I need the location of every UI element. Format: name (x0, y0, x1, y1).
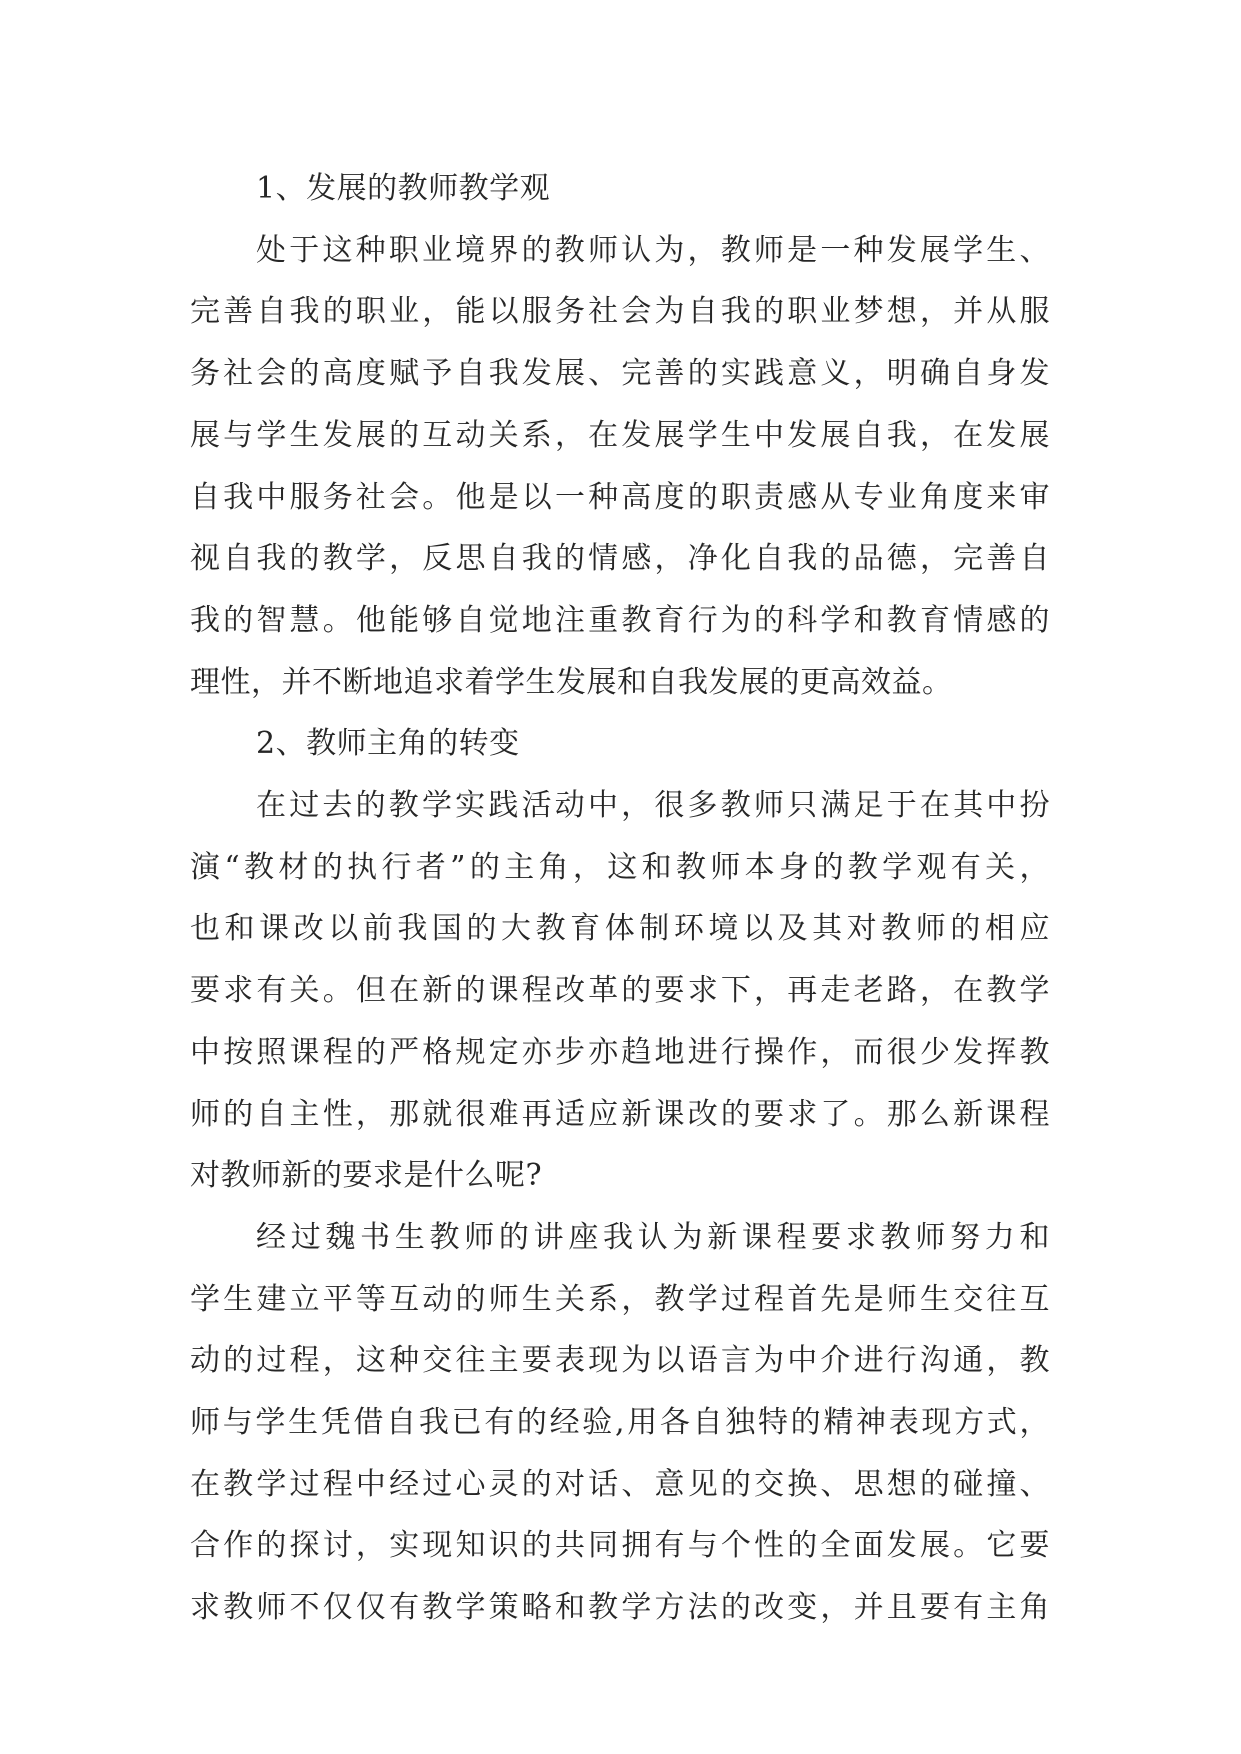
text-line: 在教学过程中经过心灵的对话、意见的交换、思想的碰撞、 (190, 1466, 1050, 1502)
text-line: 务社会的高度赋予自我发展、完善的实践意义，明确自身发 (190, 356, 1050, 392)
text-line: 我的智慧。他能够自觉地注重教育行为的科学和教育情感的 (190, 602, 1050, 638)
document-body (190, 158, 1050, 1639)
text-line: 要求有关。但在新的课程改革的要求下，再走老路，在教学 (190, 973, 1050, 1009)
text-line: 求教师不仅仅有教学策略和教学方法的改变，并且要有主角 (190, 1590, 1050, 1626)
text-line: 对教师新的要求是什么呢? (190, 1158, 543, 1194)
text-line: 1、发展的教师教学观 (256, 171, 551, 206)
text-line: 演“教材的执行者”的主角，这和教师本身的教学观有关， (190, 849, 1050, 885)
text-line: 中按照课程的严格规定亦步亦趋地进行操作，而很少发挥教 (190, 1034, 1050, 1070)
text-line: 处于这种职业境界的教师认为，教师是一种发展学生、 (256, 232, 1050, 268)
text-line: 师的自主性，那就很难再适应新课改的要求了。那么新课程 (190, 1096, 1050, 1132)
text-line: 合作的探讨，实现知识的共同拥有与个性的全面发展。它要 (190, 1528, 1050, 1564)
text-line: 理性，并不断地追求着学生发展和自我发展的更高效益。 (190, 664, 953, 700)
text-line: 2、教师主角的转变 (256, 726, 520, 762)
text-line: 学生建立平等互动的师生关系，教学过程首先是师生交往互 (190, 1281, 1050, 1317)
text-line: 展与学生发展的互动关系，在发展学生中发展自我，在发展 (190, 417, 1050, 453)
text-line: 完善自我的职业，能以服务社会为自我的职业梦想，并从服 (190, 294, 1050, 330)
text-line: 在过去的教学实践活动中，很多教师只满足于在其中扮 (256, 788, 1050, 824)
text-line: 视自我的教学，反思自我的情感，净化自我的品德，完善自 (190, 541, 1050, 577)
text-line: 动的过程，这种交往主要表现为以语言为中介进行沟通，教 (190, 1343, 1050, 1379)
text-line: 自我中服务社会。他是以一种高度的职责感从专业角度来审 (190, 479, 1050, 515)
text-line: 师与学生凭借自我已有的经验,用各自独特的精神表现方式， (190, 1405, 1050, 1441)
text-line: 也和课改以前我国的大教育体制环境以及其对教师的相应 (190, 911, 1050, 947)
text-line: 经过魏书生教师的讲座我认为新课程要求教师努力和 (256, 1219, 1050, 1255)
